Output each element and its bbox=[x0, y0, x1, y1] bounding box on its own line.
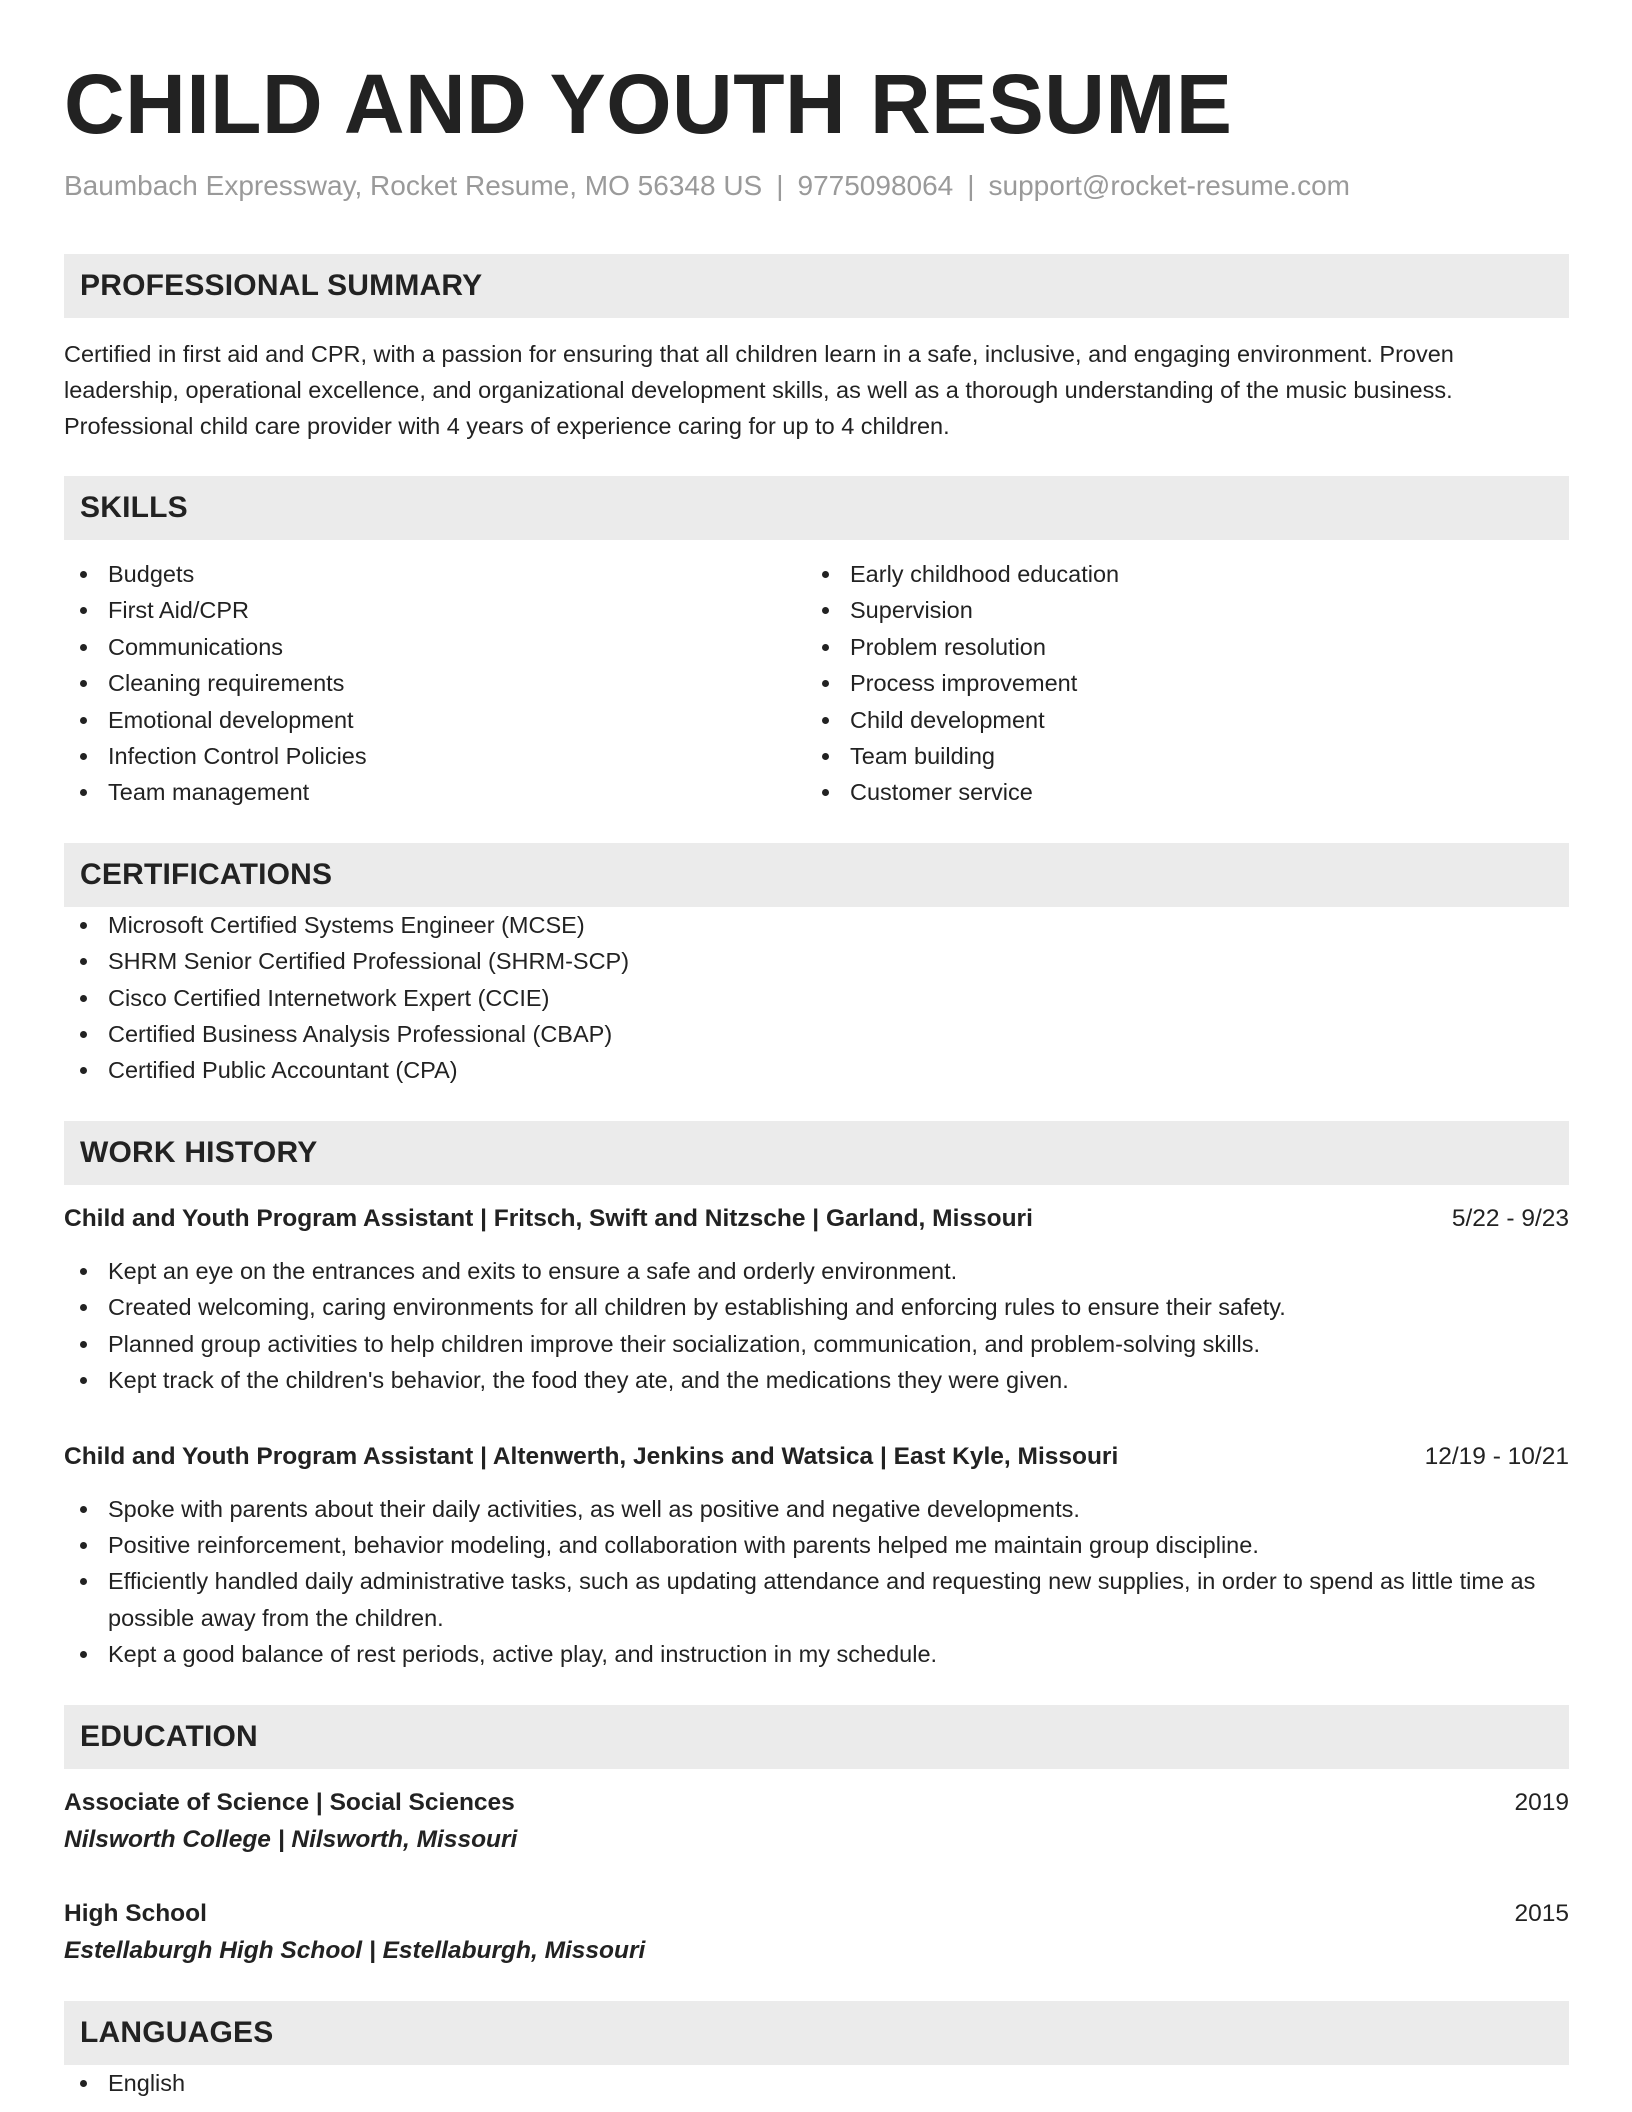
job-bullet: Positive reinforcement, behavior modeling, and collaboration with parents helped me maintain group discipline. bbox=[64, 1527, 1569, 1563]
job-dates: 12/19 - 10/21 bbox=[1424, 1442, 1569, 1470]
skill-item: Budgets bbox=[64, 556, 806, 592]
job-bullet: Created welcoming, caring environments for all children by establishing and enforcing rules to ensure their safety. bbox=[64, 1289, 1569, 1325]
job-bullet: Kept track of the children's behavior, the food they ate, and the medications they were given. bbox=[64, 1362, 1569, 1398]
education-year: 2015 bbox=[1514, 1899, 1569, 1927]
certification-item: Certified Public Accountant (CPA) bbox=[64, 1052, 1569, 1088]
skill-item: Emotional development bbox=[64, 702, 806, 738]
resume-name: CHILD AND YOUTH RESUME bbox=[64, 57, 1233, 151]
work-history-heading: WORK HISTORY bbox=[64, 1121, 1569, 1185]
education-school: Nilsworth College | Nilsworth, Missouri bbox=[64, 1825, 518, 1853]
contact-separator: | bbox=[967, 170, 975, 201]
job-bullets bbox=[64, 1491, 1569, 1673]
certification-item: Cisco Certified Internetwork Expert (CCIE) bbox=[64, 980, 1569, 1016]
languages-heading: LANGUAGES bbox=[64, 2001, 1569, 2065]
job-bullet: Planned group activities to help children improve their socialization, communication, and problem-solving skills. bbox=[64, 1326, 1569, 1362]
job-bullet: Efficiently handled daily administrative tasks, such as updating attendance and requesting new supplies, in order to spend as little time as possible away from the children. bbox=[64, 1563, 1569, 1636]
education-degree: High School bbox=[64, 1899, 207, 1927]
education-entry bbox=[64, 1785, 1569, 1858]
skills-column-left bbox=[64, 556, 806, 811]
certifications-list bbox=[64, 907, 1569, 1089]
certification-item: Microsoft Certified Systems Engineer (MCSE) bbox=[64, 907, 1569, 943]
job-title: Child and Youth Program Assistant | Fritsch, Swift and Nitzsche | Garland, Missouri bbox=[64, 1204, 1033, 1232]
language-item: English bbox=[64, 2065, 1569, 2101]
education-school: Estellaburgh High School | Estellaburgh, Missouri bbox=[64, 1936, 646, 1964]
contact-line bbox=[64, 168, 1569, 204]
certification-item: SHRM Senior Certified Professional (SHRM-SCP) bbox=[64, 943, 1569, 979]
skills-heading: SKILLS bbox=[64, 476, 1569, 540]
skill-item: First Aid/CPR bbox=[64, 592, 806, 628]
skill-item: Child development bbox=[806, 702, 1548, 738]
skills-column-right bbox=[806, 556, 1548, 811]
education-header bbox=[64, 1785, 1569, 1821]
job-bullet: Kept an eye on the entrances and exits to ensure a safe and orderly environment. bbox=[64, 1253, 1569, 1289]
job-dates: 5/22 - 9/23 bbox=[1451, 1204, 1569, 1232]
summary-heading: PROFESSIONAL SUMMARY bbox=[64, 254, 1569, 318]
skill-item: Process improvement bbox=[806, 665, 1548, 701]
skills-list bbox=[64, 556, 1569, 811]
skill-item: Problem resolution bbox=[806, 629, 1548, 665]
skill-item: Team building bbox=[806, 738, 1548, 774]
job-entry bbox=[64, 1201, 1569, 1399]
skill-item: Infection Control Policies bbox=[64, 738, 806, 774]
job-header bbox=[64, 1439, 1569, 1475]
job-title: Child and Youth Program Assistant | Altenwerth, Jenkins and Watsica | East Kyle, Missouri bbox=[64, 1442, 1119, 1470]
job-bullet: Kept a good balance of rest periods, active play, and instruction in my schedule. bbox=[64, 1636, 1569, 1672]
education-degree: Associate of Science | Social Sciences bbox=[64, 1788, 515, 1816]
summary-text: Certified in first aid and CPR, with a passion for ensuring that all children learn in a safe, inclusive, and engaging environment. Proven leadership, operational excellence, and organizational development skills, as well as a thorough understanding of the music business. Professional child care provider with 4 years of experience caring for up to 4 children. bbox=[64, 341, 1454, 439]
skill-item: Cleaning requirements bbox=[64, 665, 806, 701]
contact-address: Baumbach Expressway, Rocket Resume, MO 56348 US bbox=[64, 170, 763, 201]
skill-item: Team management bbox=[64, 774, 806, 810]
contact-phone: 9775098064 bbox=[797, 170, 954, 201]
skill-item: Supervision bbox=[806, 592, 1548, 628]
skill-item: Early childhood education bbox=[806, 556, 1548, 592]
education-header bbox=[64, 1896, 1569, 1932]
job-header bbox=[64, 1201, 1569, 1237]
certification-item: Certified Business Analysis Professional (CBAP) bbox=[64, 1016, 1569, 1052]
education-year: 2019 bbox=[1514, 1788, 1569, 1816]
job-entry bbox=[64, 1439, 1569, 1673]
job-bullets bbox=[64, 1253, 1569, 1399]
languages-list bbox=[64, 2065, 1569, 2101]
contact-email: support@rocket-resume.com bbox=[988, 170, 1350, 201]
skill-item: Communications bbox=[64, 629, 806, 665]
skill-item: Customer service bbox=[806, 774, 1548, 810]
certifications-heading: CERTIFICATIONS bbox=[64, 843, 1569, 907]
contact-separator: | bbox=[776, 170, 784, 201]
education-entry bbox=[64, 1896, 1569, 1969]
education-heading: EDUCATION bbox=[64, 1705, 1569, 1769]
job-bullet: Spoke with parents about their daily activities, as well as positive and negative developments. bbox=[64, 1491, 1569, 1527]
